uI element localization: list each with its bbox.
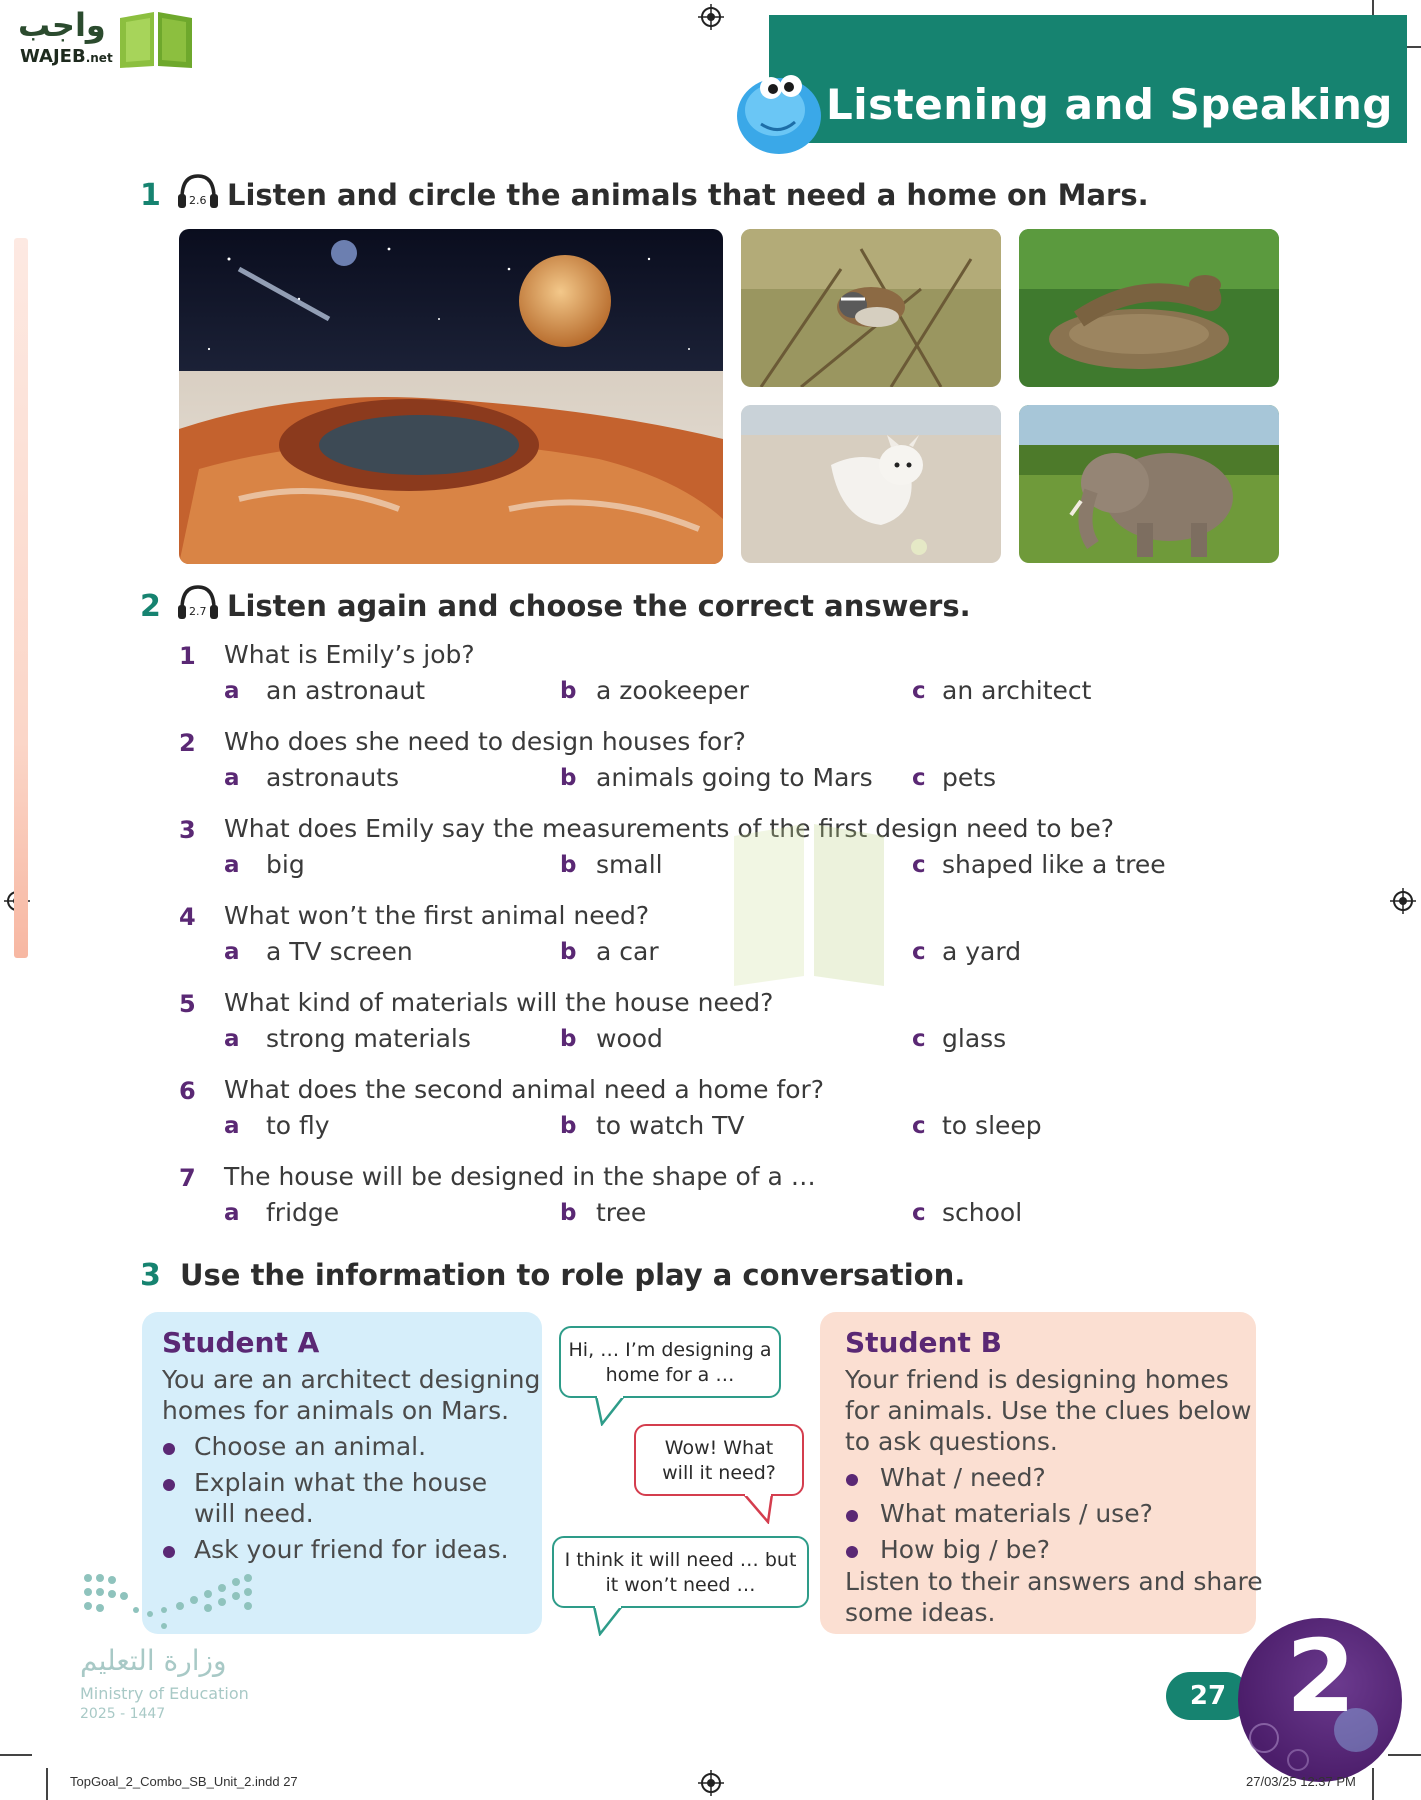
option-b[interactable]: a zookeeper [596,676,749,705]
bullet-icon [846,1510,858,1522]
option-b[interactable]: a car [596,937,659,966]
book-icon [116,8,196,70]
ministry-english: Ministry of Education [80,1684,249,1703]
mars-photo[interactable] [179,229,723,564]
registration-mark-icon [698,4,724,30]
watermark-book-icon [464,816,964,996]
bubble-tail [742,1494,776,1524]
bubble-line: will it need? [662,1462,776,1484]
option-c[interactable]: school [942,1198,1023,1227]
option-letter-b: b [560,1113,577,1139]
question-number: 1 [179,642,196,670]
registration-mark-icon [698,1770,724,1796]
student-a-bullet: Ask your friend for ideas. [194,1535,509,1564]
question-number: 2 [179,729,196,757]
dog-photo[interactable] [741,405,1001,563]
option-letter-c: c [912,1026,926,1052]
bubble-tail [592,1606,626,1636]
option-c[interactable]: a yard [942,937,1022,966]
wajeb-logo[interactable] [8,4,193,68]
option-a[interactable]: to fly [266,1111,330,1140]
question-number: 5 [179,990,196,1018]
option-letter-a: a [224,852,240,878]
option-a[interactable]: an astronaut [266,676,426,705]
option-letter-b: b [560,1200,577,1226]
option-letter-a: a [224,1200,240,1226]
student-b-bullet: What / need? [880,1463,1046,1492]
question-text: What is Emily’s job? [224,640,475,669]
option-letter-c: c [912,765,926,791]
option-c[interactable]: an architect [942,676,1092,705]
question-number: 6 [179,1077,196,1105]
option-b[interactable]: small [596,850,663,879]
bullet-icon [163,1546,175,1558]
option-a[interactable]: fridge [266,1198,340,1227]
option-letter-b: b [560,765,577,791]
logo-latin: WAJEB.net [20,46,113,67]
elephant-photo[interactable] [1019,405,1279,563]
bubble-tail [594,1396,628,1426]
section-1-title: Listen and circle the animals that need a home on Mars. [227,178,1149,212]
question-text: What does Emily say the measurements of the first design need to be? [224,814,1115,843]
student-b-bullet: What materials / use? [880,1499,1153,1528]
registration-mark-icon [1390,888,1416,914]
question-number: 3 [179,816,196,844]
option-letter-a: a [224,678,240,704]
option-b[interactable]: animals going to Mars [596,763,873,792]
option-letter-b: b [560,852,577,878]
question-text: What kind of materials will the house need? [224,988,774,1017]
section-3-title: Use the information to role play a conversation. [180,1258,966,1292]
ministry-logo-dots-icon [80,1570,256,1634]
bird-photo[interactable] [741,229,1001,387]
section-1-number: 1 [140,178,161,213]
student-a-title: Student A [162,1326,320,1359]
bullet-icon [163,1443,175,1455]
option-c[interactable]: glass [942,1024,1007,1053]
audio-track-label: 2.7 [189,605,207,618]
bubble-line: I think it will need … but [564,1549,797,1571]
question-number: 7 [179,1164,196,1192]
page-edge-strip [14,238,28,958]
question-text: Who does she need to design houses for? [224,727,746,756]
student-a-intro: You are an architect designing [162,1365,541,1394]
option-letter-c: c [912,1113,926,1139]
bubble-line: Hi, … I’m designing a [568,1339,772,1361]
bubble-line: home for a … [605,1364,735,1386]
option-b[interactable]: wood [596,1024,663,1053]
section-2-title: Listen again and choose the correct answers. [227,589,971,623]
snake-photo[interactable] [1019,229,1279,387]
crop-mark [46,1768,48,1800]
student-b-bullet: How big / be? [880,1535,1051,1564]
option-a[interactable]: big [266,850,305,879]
option-letter-c: c [912,678,926,704]
ministry-year: 2025 - 1447 [80,1706,166,1722]
student-b-intro: for animals. Use the clues below [845,1396,1252,1425]
page-title: Listening and Speaking [826,80,1393,129]
option-c[interactable]: pets [942,763,997,792]
bullet-icon [846,1474,858,1486]
question-text: The house will be designed in the shape of a … [224,1162,816,1191]
option-letter-a: a [224,1113,240,1139]
option-letter-a: a [224,1026,240,1052]
student-b-outro: Listen to their answers and share [845,1567,1263,1596]
option-letter-b: b [560,939,577,965]
option-c[interactable]: to sleep [942,1111,1042,1140]
bullet-icon [163,1479,175,1491]
student-a-bullet-cont: will need. [194,1499,314,1528]
bubble-line: Wow! What [664,1437,774,1459]
logo-arabic: واجب [18,6,106,44]
option-letter-b: b [560,1026,577,1052]
option-letter-a: a [224,765,240,791]
section-2-number: 2 [140,589,161,624]
mascot-icon [731,66,827,158]
bullet-icon [846,1546,858,1558]
option-a[interactable]: strong materials [266,1024,471,1053]
question-text: What does the second animal need a home for? [224,1075,825,1104]
file-slug: TopGoal_2_Combo_SB_Unit_2.indd 27 [70,1774,298,1789]
option-a[interactable]: a TV screen [266,937,413,966]
speech-bubble [634,1424,804,1496]
section-3-number: 3 [140,1258,161,1293]
option-letter-b: b [560,678,577,704]
student-b-outro: some ideas. [845,1598,996,1627]
question-number: 4 [179,903,196,931]
student-a-intro: homes for animals on Mars. [162,1396,510,1425]
speech-bubble [559,1326,781,1398]
student-a-bullet: Explain what the house [194,1468,488,1497]
option-letter-a: a [224,939,240,965]
question-text: What won’t the first animal need? [224,901,650,930]
option-a[interactable]: astronauts [266,763,400,792]
speech-bubble [552,1536,809,1608]
bubble-line: it won’t need … [605,1574,756,1596]
ministry-arabic: وزارة التعليم [80,1644,227,1677]
page-number: 27 [1166,1672,1250,1720]
option-b[interactable]: tree [596,1198,647,1227]
student-b-title: Student B [845,1326,1002,1359]
option-letter-c: c [912,852,926,878]
student-b-intro: Your friend is designing homes [845,1365,1229,1394]
timestamp-slug: 27/03/25 12:37 PM [1246,1774,1356,1789]
student-a-bullet: Choose an animal. [194,1432,427,1461]
student-b-intro: to ask questions. [845,1427,1058,1456]
audio-track-label: 2.6 [189,194,207,207]
option-c[interactable]: shaped like a tree [942,850,1166,879]
crop-mark [0,1754,32,1756]
option-letter-c: c [912,1200,926,1226]
unit-number: 2 [1286,1618,1356,1735]
option-b[interactable]: to watch TV [596,1111,745,1140]
option-letter-c: c [912,939,926,965]
